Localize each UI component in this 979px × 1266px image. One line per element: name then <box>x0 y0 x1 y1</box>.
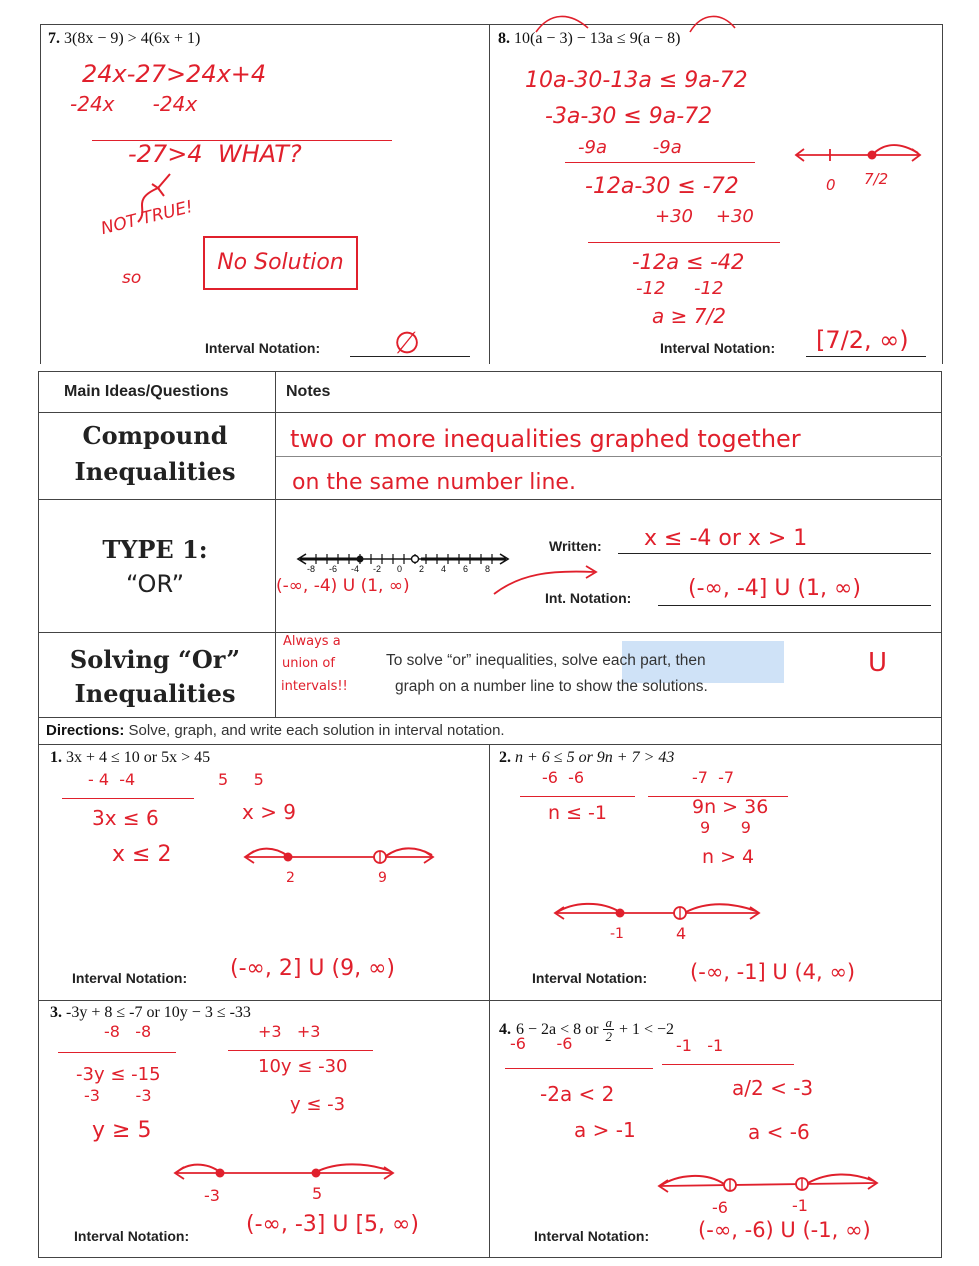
p7-no-solution-text: No Solution <box>217 250 344 275</box>
p4-work-left2: a > -1 <box>574 1118 636 1142</box>
p2-work-sub1: -6 -6 <box>542 768 585 787</box>
p1-work-sub: - 4 -4 <box>88 770 136 789</box>
practice-2-text: n + 6 ≤ 5 or 9n + 7 > 43 <box>515 749 675 766</box>
p4-work-left1: -2a < 2 <box>540 1082 615 1106</box>
p8-work-line2: -3a-30 ≤ 9a-72 <box>545 104 713 129</box>
p8-underline-1 <box>565 162 755 163</box>
practice-1-number: 1. <box>50 749 62 766</box>
p7-work-line2: -24x -24x <box>70 92 198 116</box>
p8-work-line8: a ≥ 7/2 <box>652 304 726 328</box>
tick-label: -4 <box>351 564 360 574</box>
problem-8-text: 10(a − 3) − 13a ≤ 9(a − 8) <box>514 30 681 47</box>
p1-work-result: x ≤ 2 <box>112 842 172 867</box>
notes-row-line-3 <box>38 632 942 633</box>
tick-label: 2 <box>419 564 425 574</box>
p3-interval-label: Interval Notation: <box>74 1228 190 1244</box>
practice-4-number: 4. <box>499 1020 511 1038</box>
p2-interval-label: Interval Notation: <box>532 970 648 986</box>
practice-1-text: 3x + 4 ≤ 10 or 5x > 45 <box>66 749 211 766</box>
p7-interval-label: Interval Notation: <box>205 340 321 356</box>
p7-work-line1: 24x-27>24x+4 <box>82 60 267 88</box>
p3-work-right2: y ≤ -3 <box>290 1094 346 1115</box>
p3-underline-2 <box>228 1050 373 1051</box>
tick-label: 4 <box>441 564 447 574</box>
compound-title: Compound Inequalities <box>74 421 236 486</box>
p4-underline-2 <box>662 1064 794 1065</box>
int-notation-label: Int. Notation: <box>545 590 632 606</box>
tick-label: -8 <box>307 564 316 574</box>
solving-or-title-line1: Solving “Or” <box>69 645 241 674</box>
int-notation-answer: (-∞, -4] U (1, ∞) <box>688 576 861 601</box>
p8-work-line5: +30 +30 <box>655 206 754 227</box>
problem-7-statement <box>48 30 200 48</box>
p8-work-line7: -12 -12 <box>636 278 724 299</box>
p8-numberline <box>790 140 930 170</box>
int-notation-blank <box>658 605 931 606</box>
p1-nl-label-0: 2 <box>286 870 295 886</box>
practice-4-text-right: + 1 < −2 <box>618 1020 675 1038</box>
practice-2-statement <box>499 749 674 767</box>
p3-underline-1 <box>58 1052 176 1053</box>
union-symbol: U <box>868 648 888 678</box>
p2-numberline <box>550 900 765 926</box>
grid-top-line <box>38 744 942 745</box>
p7-no-solution-box <box>203 236 358 290</box>
p4-underline-1 <box>505 1068 653 1069</box>
practice-4-fraction <box>603 1016 614 1043</box>
p3-work-right1: 10y ≤ -30 <box>258 1056 348 1077</box>
p1-interval-label: Interval Notation: <box>72 970 188 986</box>
notes-col-divider <box>275 371 276 718</box>
written-answer: x ≤ -4 or x > 1 <box>644 526 808 551</box>
p8-work-line3: -9a -9a <box>578 137 682 158</box>
compound-note-line1: two or more inequalities graphed together <box>290 425 801 453</box>
p2-nl-label-1: 4 <box>676 924 687 943</box>
p4-numberline <box>652 1170 884 1200</box>
p3-nl-label-1: 5 <box>312 1184 323 1203</box>
p4-work-sub2: -1 -1 <box>676 1036 724 1055</box>
p2-work-sub2: -7 -7 <box>692 768 735 787</box>
p3-numberline <box>170 1160 400 1186</box>
tick-label: 8 <box>485 564 491 574</box>
type1-title-line2: “OR” <box>125 570 185 598</box>
p7-interval-answer: ∅ <box>394 326 421 361</box>
problem-7-text: 3(8x − 9) > 4(6x + 1) <box>64 30 201 47</box>
p1-numberline <box>240 844 440 870</box>
p8-distribute-arrows <box>530 10 750 40</box>
p8-interval-label: Interval Notation: <box>660 340 776 356</box>
tick-label: -2 <box>373 564 382 574</box>
p8-work-line1: 10a-30-13a ≤ 9a-72 <box>525 68 748 93</box>
p1-underline <box>62 798 194 799</box>
p3-work-sub2: +3 +3 <box>258 1022 321 1041</box>
fraction-denominator: 2 <box>605 1029 612 1044</box>
practice-4-text-left: 6 − 2a < 8 or <box>516 1020 599 1038</box>
p1-work-left: 3x ≤ 6 <box>92 806 159 830</box>
p4-interval-label: Interval Notation: <box>534 1228 650 1244</box>
p8-work-line4: -12a-30 ≤ -72 <box>585 174 739 199</box>
p3-interval-answer: (-∞, -3] U [5, ∞) <box>246 1212 419 1237</box>
p8-nl-label-0: 0 <box>826 176 836 194</box>
tick-label: -6 <box>329 564 338 574</box>
p8-nl-label-1: 7/2 <box>864 170 889 188</box>
p2-underline-1 <box>520 796 635 797</box>
grid-mid-vertical <box>489 744 490 1258</box>
p4-nl-label-0: -6 <box>712 1198 728 1217</box>
directions-text: Solve, graph, and write each solution in interval notation. <box>128 722 505 739</box>
problem-7-number: 7. <box>48 30 60 47</box>
notes-row-line-2 <box>38 499 942 500</box>
p3-work-left1: -3y ≤ -15 <box>76 1064 161 1085</box>
instruction-line2: graph on a number line to show the solutions. <box>395 678 708 695</box>
tick-label: 6 <box>463 564 469 574</box>
p2-work-result: n > 4 <box>702 846 755 868</box>
p3-nl-label-0: -3 <box>204 1186 220 1205</box>
practice-3-statement <box>50 1004 251 1022</box>
practice-3-number: 3. <box>50 1004 62 1021</box>
p1-work-right: x > 9 <box>242 800 297 824</box>
p4-work-sub1: -6 -6 <box>510 1034 573 1053</box>
problem-8-number: 8. <box>498 30 510 47</box>
practice-3-text: -3y + 8 ≤ -7 or 10y − 3 ≤ -33 <box>66 1004 251 1021</box>
p4-work-right2: a < -6 <box>748 1120 810 1144</box>
p4-work-right1: a/2 < -3 <box>732 1076 814 1100</box>
notes-mid-ruleline <box>276 456 942 457</box>
written-label: Written: <box>549 538 602 554</box>
practice-1-statement <box>50 749 210 767</box>
notes-row-line-1 <box>38 412 942 413</box>
p8-interval-answer: [7/2, ∞) <box>816 326 909 354</box>
type1-title-line1: TYPE 1: <box>102 535 208 564</box>
p8-interval-blank <box>806 356 926 357</box>
grid-mid-horizontal <box>38 1000 942 1001</box>
p2-nl-label-0: -1 <box>610 926 624 942</box>
side-note-line1: Always a <box>283 634 341 649</box>
compound-note-line2: on the same number line. <box>292 470 576 495</box>
p2-work-left: n ≤ -1 <box>548 802 607 824</box>
instruction-line1: To solve “or” inequalities, solve each part, then <box>386 652 706 669</box>
directions-label: Directions: <box>46 722 125 739</box>
p3-work-left-div: -3 -3 <box>84 1086 152 1105</box>
practice-2-number: 2. <box>499 749 511 766</box>
notes-header-right: Notes <box>286 383 331 400</box>
p8-underline-2 <box>588 242 780 243</box>
side-note-line2: union of <box>282 656 335 671</box>
p1-work-div: 5 5 <box>218 770 264 789</box>
p8-work-line6: -12a ≤ -42 <box>632 250 745 274</box>
p1-nl-label-1: 9 <box>378 870 387 886</box>
p3-work-sub1: -8 -8 <box>104 1022 152 1041</box>
written-blank <box>618 553 931 554</box>
side-note-line3: intervals!! <box>281 679 348 694</box>
fraction-numerator: a <box>605 1015 612 1030</box>
p4-nl-label-1: -1 <box>792 1196 808 1215</box>
p4-interval-answer: (-∞, -6) U (-1, ∞) <box>698 1218 871 1242</box>
tick-label: 0 <box>397 564 403 574</box>
p2-work-div: 9 9 <box>700 818 751 837</box>
p3-work-left2: y ≥ 5 <box>92 1118 152 1143</box>
type1-graph-interval: (-∞, -4) U (1, ∞) <box>276 576 410 596</box>
solving-or-title-line2: Inequalities <box>74 679 236 708</box>
p1-interval-answer: (-∞, 2] U (9, ∞) <box>230 956 395 981</box>
p2-work-right: 9n > 36 <box>692 796 769 818</box>
notes-header-left: Main Ideas/Questions <box>64 383 229 400</box>
p2-interval-answer: (-∞, -1] U (4, ∞) <box>690 960 856 984</box>
p7-work-line3: -27>4 WHAT? <box>128 140 302 168</box>
p7-so: so <box>122 268 142 288</box>
p7-not-true: NOT TRUE! <box>98 196 196 240</box>
directions-row <box>46 722 505 739</box>
